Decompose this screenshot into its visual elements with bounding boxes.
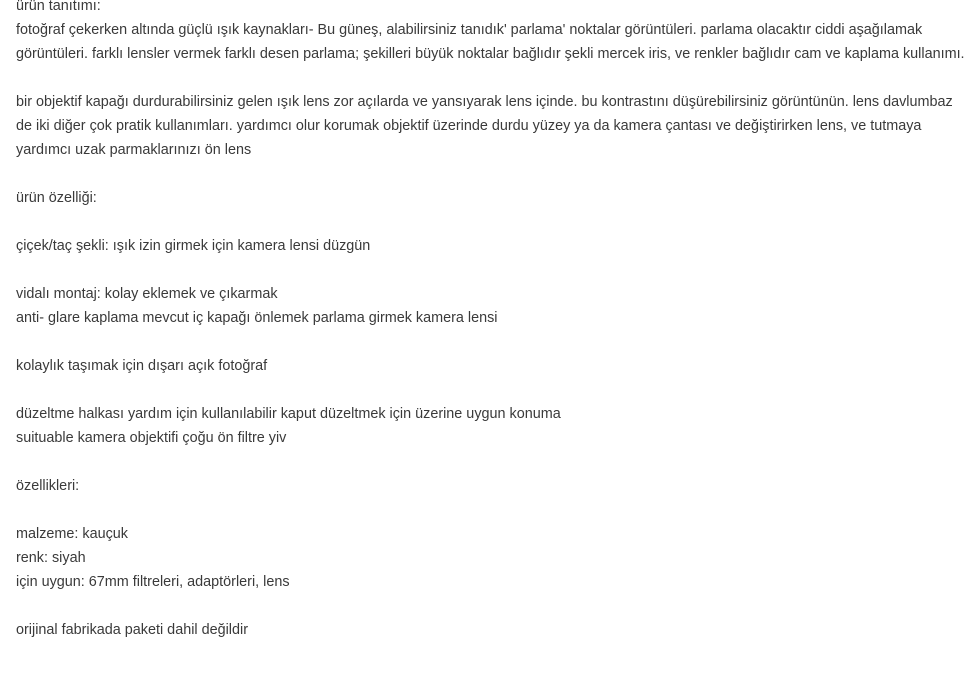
spec-material: malzeme: kauçuk [16,526,128,542]
product-intro-paragraph: fotoğraf çekerken altında güçlü ışık kaynakları- Bu güneş, alabilirsiniz tanıdık' parlama' noktalar görüntüleri. parlama olacaktır ciddi aşağılamak görüntüleri. farklı lensler vermek farklı desen parlama; şekilleri büyük noktalar bağlıdır şekli mercek iris, ve renkler bağlıdır cam ve kaplama kullanımı. [16,22,965,62]
spacer [16,498,966,522]
spec-color: renk: siyah [16,550,86,566]
feature-line: suituable kamera objektifi çoğu ön filtre yiv [16,430,287,446]
spacer [16,594,966,618]
feature-line: düzeltme halkası yardım için kullanılabilir kaput düzeltmek için üzerine uygun konuma [16,406,561,422]
product-description-text [16,0,966,642]
packaging-note: orijinal fabrikada paketi dahil değildir [16,622,248,638]
spacer [16,330,966,354]
feature-line: vidalı montaj: kolay eklemek ve çıkarmak [16,286,278,302]
feature-line: çiçek/taç şekli: ışık izin girmek için kamera lensi düzgün [16,238,371,254]
feature-line: kolaylık taşımak için dışarı açık fotoğraf [16,358,268,374]
spacer [16,210,966,234]
feature-line: anti- glare kaplama mevcut iç kapağı önlemek parlama girmek kamera lensi [16,310,498,326]
spacer [16,378,966,402]
specifications-heading: özellikleri: [16,478,80,494]
spacer [16,162,966,186]
product-intro-heading: ürün tanıtımı: [16,0,101,14]
lens-hood-paragraph: bir objektif kapağı durdurabilirsiniz gelen ışık lens zor açılarda ve yansıyarak lens içinde. bu kontrastını düşürebilirsiniz görüntünün. lens davlumbaz de iki diğer çok pratik kullanımları. yardımcı olur korumak objektif üzerinde durdu yüzey ya da kamera çantası ve değiştirirken lens, ve tutmaya yardımcı uzak parmaklarınızı ön lens [16,94,953,158]
spec-suitable-for: için uygun: 67mm filtreleri, adaptörleri, lens [16,574,290,590]
spacer [16,258,966,282]
spacer [16,450,966,474]
spacer [16,66,966,90]
product-features-heading: ürün özelliği: [16,190,97,206]
